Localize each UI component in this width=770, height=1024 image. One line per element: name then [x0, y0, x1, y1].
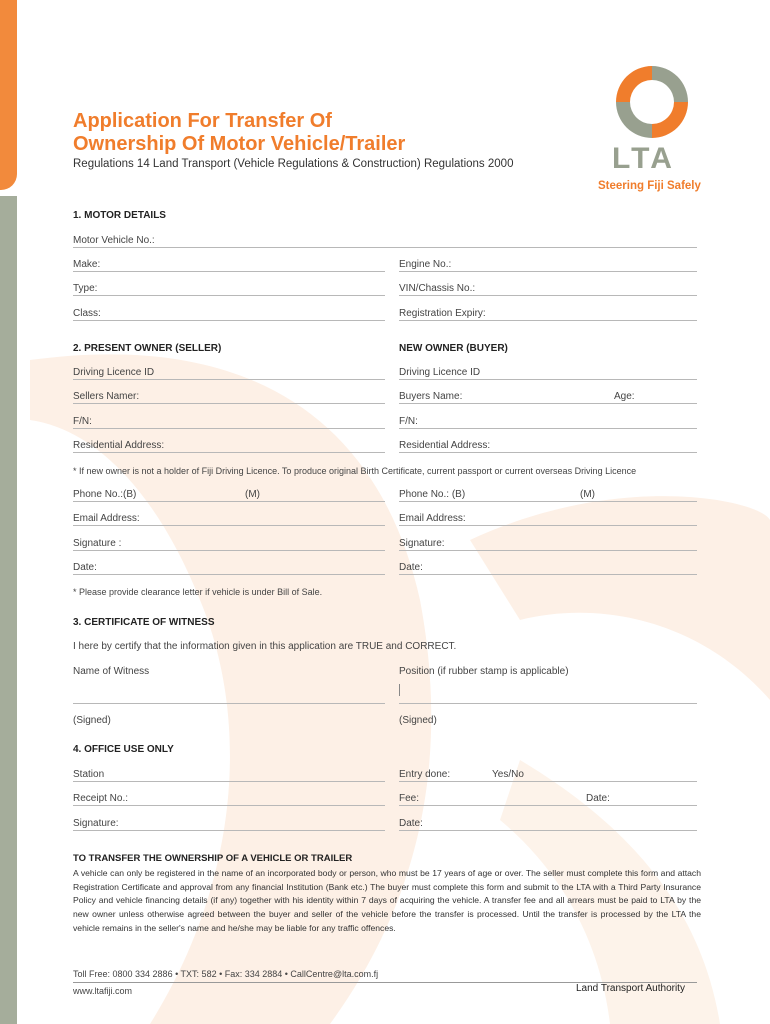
seller-address-field[interactable] [73, 452, 385, 453]
seller-signature-field[interactable] [73, 550, 385, 551]
vin-label: VIN/Chassis No.: [399, 283, 476, 294]
fee-label: Fee: [399, 793, 420, 804]
witness-name-label: Name of Witness [73, 666, 150, 677]
entry-done-label: Entry done: [399, 769, 451, 780]
lta-logo-text: LTA [612, 142, 675, 175]
buyer-email-label: Email Address: [399, 513, 466, 524]
witness-heading: 3. CERTIFICATE OF WITNESS [73, 617, 215, 628]
seller-signature-label: Signature : [73, 538, 122, 549]
title-line-2: Ownership Of Motor Vehicle/Trailer [73, 133, 406, 155]
motor-vehicle-no-field[interactable] [73, 247, 697, 248]
entry-done-field[interactable] [399, 781, 697, 782]
buyer-phone-m-label: (M) [580, 489, 595, 500]
seller-email-field[interactable] [73, 525, 385, 526]
buyer-email-field[interactable] [399, 525, 697, 526]
seller-email-label: Email Address: [73, 513, 140, 524]
clearance-note: * Please provide clearance letter if vehicle is under Bill of Sale. [73, 587, 323, 597]
receipt-no-field[interactable] [73, 805, 385, 806]
seller-fn-field[interactable] [73, 428, 385, 429]
station-label: Station [73, 769, 105, 780]
office-signature-label: Signature: [73, 818, 119, 829]
form-subtitle: Regulations 14 Land Transport (Vehicle Regulations & Construction) Regulations 2000 [73, 158, 514, 170]
witness-position-field[interactable] [399, 703, 697, 704]
buyer-licence-field[interactable] [399, 379, 697, 380]
make-label: Make: [73, 259, 101, 270]
witness-signed-right: (Signed) [399, 715, 437, 726]
motor-details-heading: 1. MOTOR DETAILS [73, 210, 166, 221]
office-date2-label: Date: [399, 818, 423, 829]
seller-date-field[interactable] [73, 574, 385, 575]
seller-heading: 2. PRESENT OWNER (SELLER) [73, 343, 222, 354]
seller-phone-field[interactable] [73, 501, 385, 502]
buyer-phone-b-label: Phone No.: (B) [399, 489, 466, 500]
buyer-name-label: Buyers Name: [399, 391, 463, 402]
seller-date-label: Date: [73, 562, 97, 573]
form-title [73, 110, 405, 156]
text-cursor [399, 684, 400, 696]
buyer-date-field[interactable] [399, 574, 697, 575]
buyer-heading: NEW OWNER (BUYER) [399, 343, 508, 354]
buyer-address-field[interactable] [399, 452, 697, 453]
make-field[interactable] [73, 271, 385, 272]
office-heading: 4. OFFICE USE ONLY [73, 744, 174, 755]
buyer-age-label: Age: [614, 391, 635, 402]
title-line-1: Application For Transfer Of [73, 110, 332, 132]
witness-position-label: Position (if rubber stamp is applicable) [399, 666, 569, 677]
seller-licence-label: Driving Licence ID [73, 367, 155, 378]
buyer-phone-field[interactable] [399, 501, 697, 502]
office-signature-field[interactable] [73, 830, 385, 831]
engine-no-field[interactable] [399, 271, 697, 272]
seller-phone-b-label: Phone No.:(B) [73, 489, 137, 500]
buyer-fn-label: F/N: [399, 416, 418, 427]
logo-tagline: Steering Fiji Safely [598, 180, 701, 192]
transfer-heading: TO TRANSFER THE OWNERSHIP OF A VEHICLE OR TRAILER [73, 853, 353, 864]
buyer-fn-field[interactable] [399, 428, 697, 429]
witness-statement: I here by certify that the information given in this application are TRUE and CORRECT. [73, 641, 457, 652]
fee-field[interactable] [399, 805, 697, 806]
buyer-licence-label: Driving Licence ID [399, 367, 481, 378]
type-label: Type: [73, 283, 98, 294]
station-field[interactable] [73, 781, 385, 782]
witness-name-field[interactable] [73, 703, 385, 704]
buyer-address-label: Residential Address: [399, 440, 491, 451]
registration-expiry-field[interactable] [399, 320, 697, 321]
footer-contact: Toll Free: 0800 334 2886 • TXT: 582 • Fax: 334 2884 • CallCentre@lta.com.fj [73, 969, 379, 979]
receipt-no-label: Receipt No.: [73, 793, 129, 804]
engine-no-label: Engine No.: [399, 259, 452, 270]
seller-phone-m-label: (M) [245, 489, 260, 500]
seller-fn-label: F/N: [73, 416, 92, 427]
class-label: Class: [73, 308, 101, 319]
buyer-date-label: Date: [399, 562, 423, 573]
class-field[interactable] [73, 320, 385, 321]
seller-name-field[interactable] [73, 403, 385, 404]
lta-logo-icon [612, 62, 692, 142]
seller-name-label: Sellers Namer: [73, 391, 140, 402]
motor-vehicle-no-label: Motor Vehicle No.: [73, 235, 155, 246]
buyer-signature-label: Signature: [399, 538, 445, 549]
transfer-paragraph: A vehicle can only be registered in the name of an incorporated body or person, who must be 17 years of age or over. The seller must complete this form and attach Registration Certificate and approval from any financial Institution (Bank etc.) The buyer must complete this form and submit to the LTA with a Third Party Insurance Policy and vehicle financing details (if any) together with his identity within 7 days of acquiring the vehicle. A transfer fee and all arrears must be paid to LTA by the new owner unless otherwise agreed between the buyer and seller of the vehicle before the transfer is processed. Until the transfer is processed by the LTA the vehicle remains in the seller's name and he/she may be liable for any traffic offences. [73, 868, 701, 933]
licence-note: * If new owner is not a holder of Fiji Driving Licence. To produce original Birth Certificate, current passport or current overseas Driving Licence [73, 466, 637, 476]
yes-no-label: Yes/No [492, 769, 524, 780]
seller-licence-field[interactable] [73, 379, 385, 380]
footer-org: Land Transport Authority [576, 983, 685, 994]
office-date-label: Date: [586, 793, 610, 804]
vin-field[interactable] [399, 295, 697, 296]
seller-address-label: Residential Address: [73, 440, 165, 451]
footer-website: www.ltafiji.com [73, 986, 133, 996]
type-field[interactable] [73, 295, 385, 296]
buyer-signature-field[interactable] [399, 550, 697, 551]
registration-expiry-label: Registration Expiry: [399, 308, 486, 319]
office-date2-field[interactable] [399, 830, 697, 831]
buyer-name-field[interactable] [399, 403, 697, 404]
witness-signed-left: (Signed) [73, 715, 111, 726]
